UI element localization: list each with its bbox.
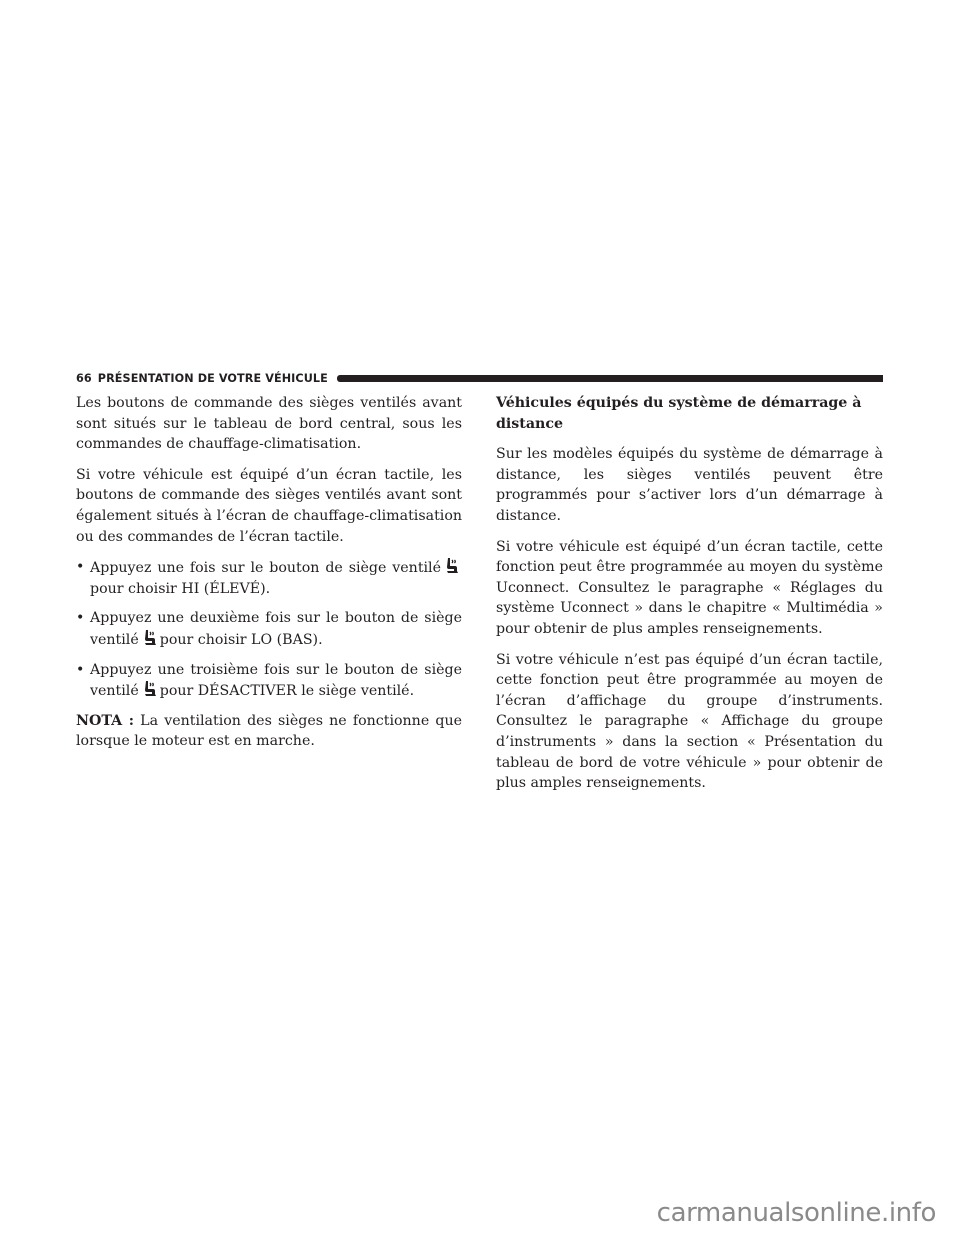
watermark-logo xyxy=(657,1198,936,1228)
paragraph: Si votre véhicule n’est pas équipé d’un écran tactile, cette fonction peut être programmée au moyen de l’écran d’affichage du groupe d’instruments. Consultez le paragraphe « Affichage du groupe d’instruments » dans la section « Présentation du tableau de bord de votre véhicule » pour obtenir de plus amples renseignements. xyxy=(496,651,883,792)
header-rule xyxy=(337,375,883,382)
list-item xyxy=(76,608,462,650)
note-text: La ventilation des sièges ne fonctionne que lorsque le moteur est en marche. xyxy=(76,712,463,750)
list-item xyxy=(76,557,462,599)
left-column xyxy=(76,393,462,752)
paragraph: Sur les modèles équipés du système de démarrage à distance, les sièges ventilés peuvent être programmés pour s’activer lors d’un démarrage à distance. xyxy=(496,446,883,524)
bullet-text: pour choisir LO (BAS). xyxy=(159,631,323,648)
bullet-text: Appuyez une deuxième fois sur le bouton de siège ventilé xyxy=(90,610,462,648)
list-item xyxy=(76,660,462,702)
page-header xyxy=(76,370,883,386)
ventilated-seat-icon xyxy=(444,557,459,574)
section-title: PRÉSENTATION DE VOTRE VÉHICULE xyxy=(97,371,328,385)
ventilated-seat-icon xyxy=(142,680,157,697)
paragraph: Les boutons de commande des sièges ventilés avant sont situés sur le tableau de bord central, sous les commandes de chauffage-climatisation. xyxy=(76,395,462,453)
right-column xyxy=(496,393,883,794)
watermark-text: carmanualsonline.info xyxy=(656,1198,936,1228)
paragraph: Si votre véhicule est équipé d’un écran tactile, cette fonction peut être programmée au moyen du système Uconnect. Consultez le paragraphe « Réglages du système Uconnect » dans le chapitre « Multimédia » pour obtenir de plus amples renseignements. xyxy=(496,538,883,637)
bullet-text: pour choisir HI (ÉLEVÉ). xyxy=(90,580,271,597)
page-number: 66 xyxy=(76,371,92,385)
note-label: NOTA : xyxy=(76,712,134,729)
bullet-text: pour DÉSACTIVER le siège ventilé. xyxy=(159,683,415,700)
ventilated-seat-icon xyxy=(142,629,157,646)
section-heading: Véhicules équipés du système de démarrage à distance xyxy=(496,395,862,432)
bullet-text: Appuyez une troisième fois sur le bouton de siège ventilé xyxy=(90,661,462,700)
bullet-text: Appuyez une fois sur le bouton de siège ventilé xyxy=(90,560,441,577)
paragraph: Si votre véhicule est équipé d’un écran tactile, les boutons de commande des sièges ventilés avant sont également situés à l’écran de chauffage-climatisation ou des commandes de l’écran tactile. xyxy=(76,466,462,545)
note-paragraph xyxy=(76,711,462,752)
bullet-list xyxy=(76,557,462,702)
